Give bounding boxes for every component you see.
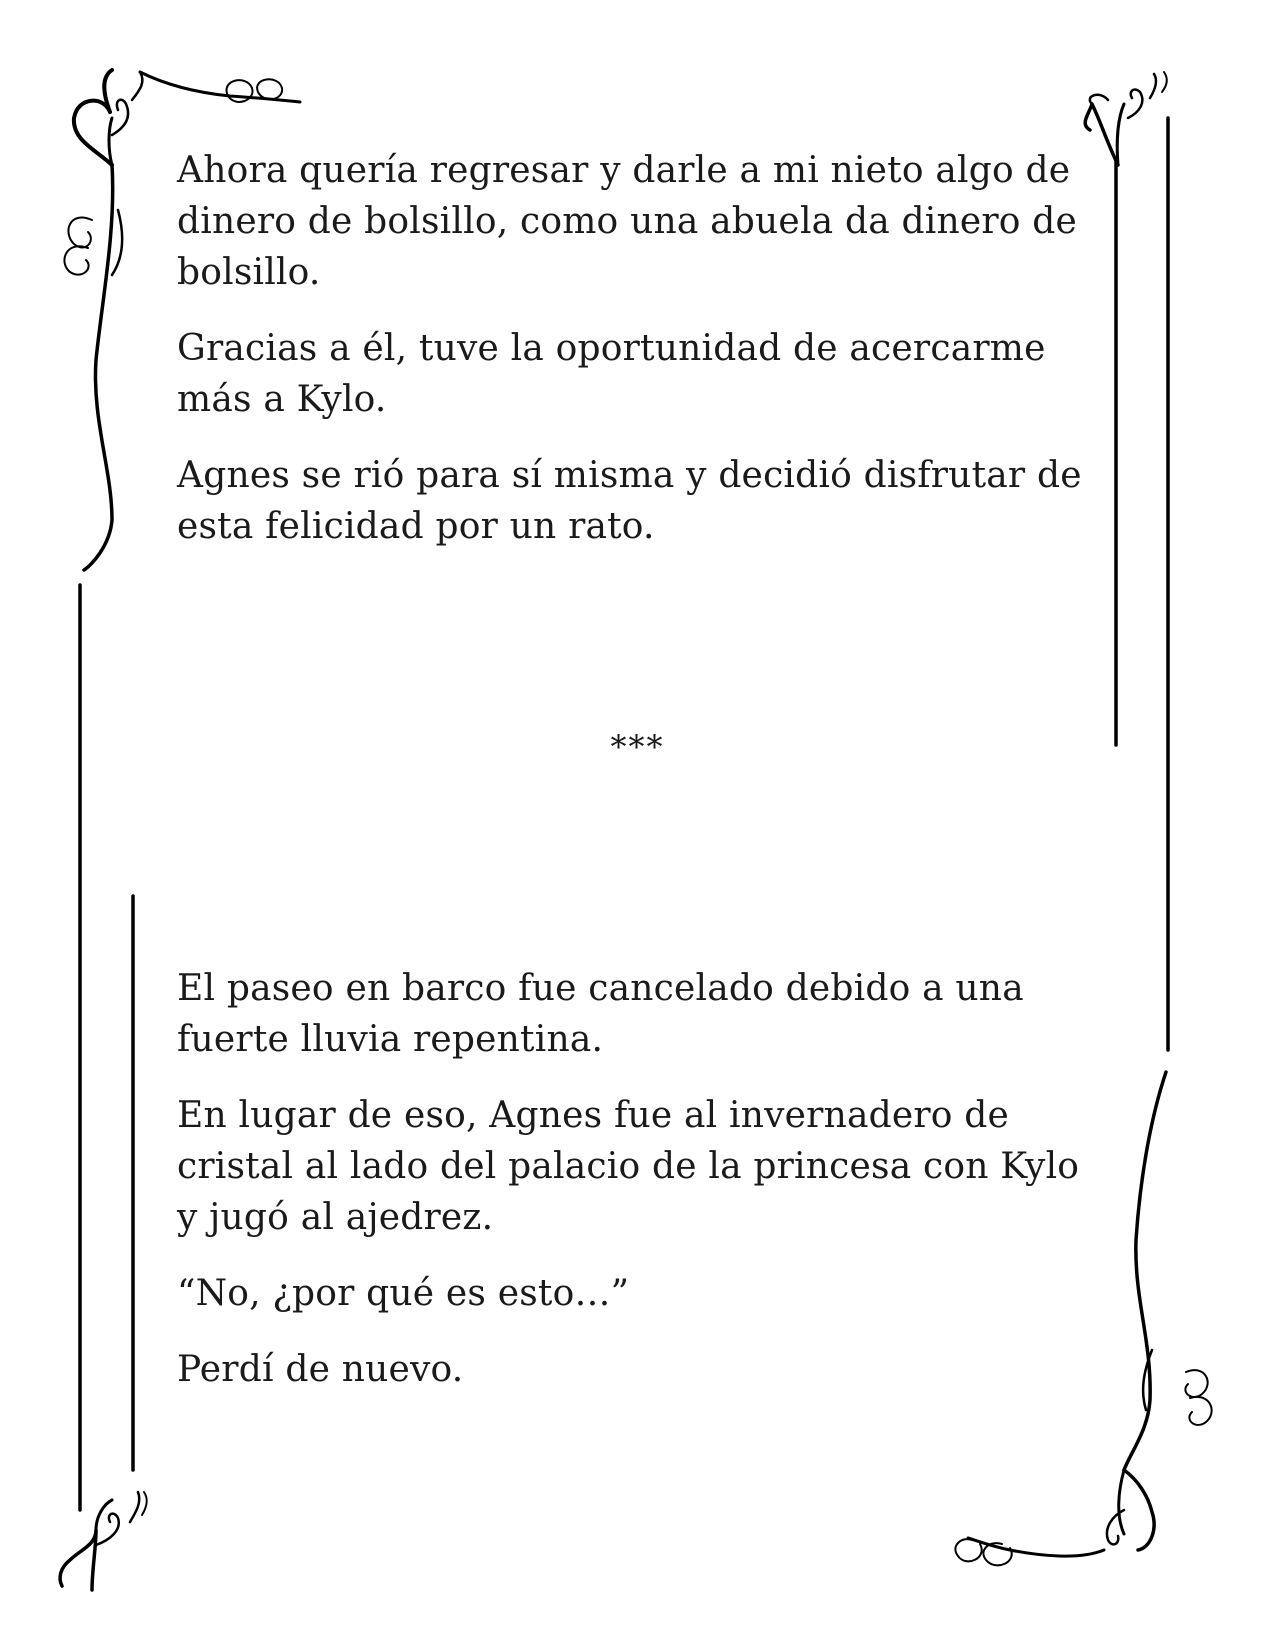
scene-break: ***	[610, 728, 665, 766]
paragraph: El paseo en barco fue cancelado debido a una fuerte lluvia repentina.	[177, 968, 1024, 1060]
paragraph: Agnes se rió para sí misma y decidió disfrutar de esta felicidad por un rato.	[177, 455, 1082, 547]
paragraph: Perdí de nuevo.	[177, 1349, 464, 1390]
text-section-one	[177, 145, 1097, 577]
top-right-flourish-icon	[1085, 72, 1167, 165]
text-section-two	[177, 963, 1097, 1420]
bottom-left-flourish-icon	[60, 1492, 147, 1590]
paragraph: Ahora quería regresar y darle a mi nieto algo de dinero de bolsillo, como una abuela da dinero de bolsillo.	[177, 150, 1078, 293]
paragraph: En lugar de eso, Agnes fue al invernadero de cristal al lado del palacio de la princesa con Kylo y jugó al ajedrez.	[177, 1095, 1080, 1238]
paragraph: “No, ¿por qué es esto…”	[177, 1273, 630, 1314]
paragraph: Gracias a él, tuve la oportunidad de acercarme más a Kylo.	[177, 328, 1046, 420]
